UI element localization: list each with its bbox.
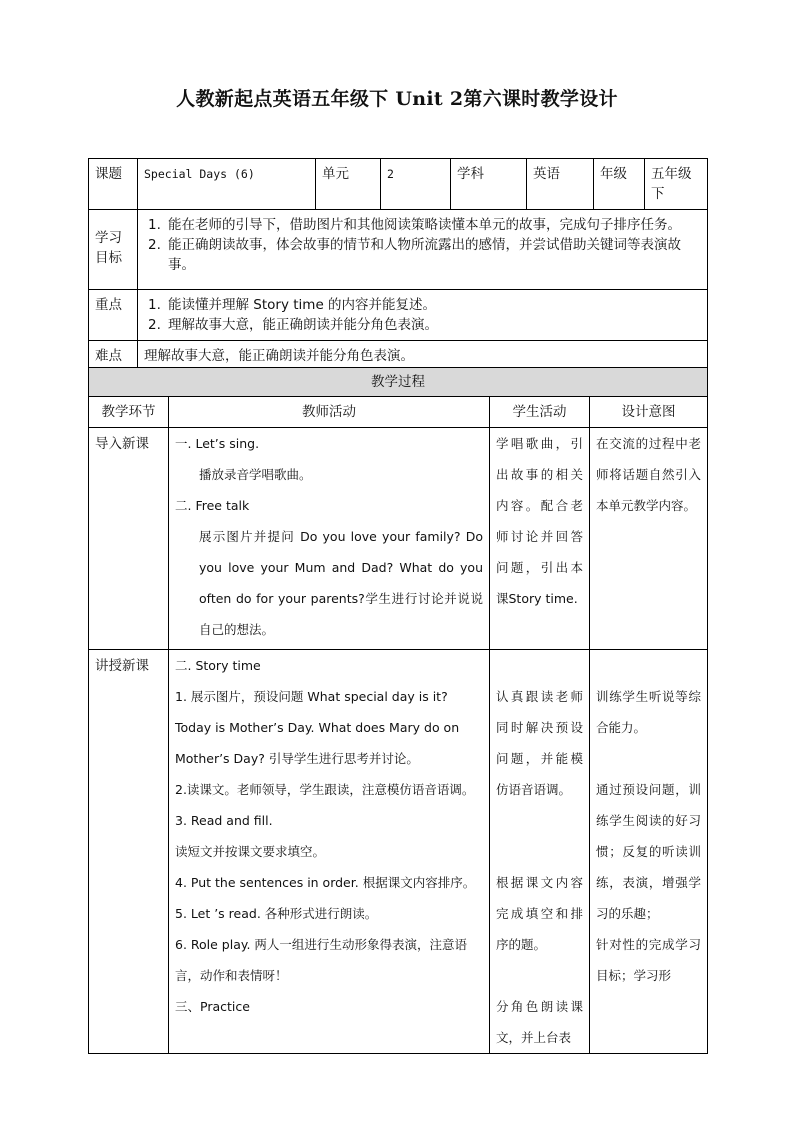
student-intro: 学唱歌曲，引出故事的相关内容。配合老师讨论并回答问题，引出本课Story time. — [490, 428, 590, 650]
grade-value: 五年级下 — [645, 159, 708, 210]
page-title: 人教新起点英语五年级下 Unit 2第六课时教学设计 — [176, 88, 618, 110]
teacher-line: 2.读课文。老师领导，学生跟读，注意模仿语音语调。 — [175, 782, 475, 797]
intent-para: 训练学生听说等综合能力。 — [596, 689, 701, 735]
teacher-line: 播放录音学唱歌曲。 — [199, 467, 312, 482]
difficult-text: 理解故事大意，能正确朗读并能分角色表演。 — [138, 341, 708, 372]
unit-label: 单元 — [316, 159, 381, 210]
student-para: 认真跟读老师同时解决预设问题，并能模仿语音语调。 — [496, 689, 583, 797]
teacher-line: 一. Let’s sing. — [175, 436, 260, 451]
teacher-line: 读短文并按课文要求填空。 — [175, 844, 326, 859]
difficult-label: 难点 — [89, 341, 138, 372]
teacher-line: 6. Role play. 两人一组进行生动形象得表演，注意语言，动作和表情呀！ — [175, 937, 467, 983]
stage-teach: 讲授新课 — [89, 650, 169, 1054]
topic-value: Special Days (6) — [138, 159, 316, 210]
stage-intro: 导入新课 — [89, 428, 169, 650]
goal-item: 1. 能在老师的引导下，借助图片和其他阅读策略读懂本单元的故事，完成句子排序任务。 — [148, 217, 681, 233]
key-point-item: 1. 能读懂并理解 Story time 的内容并能复述。 — [148, 297, 437, 313]
key-points-label: 重点 — [89, 290, 138, 341]
col-intent: 设计意图 — [590, 397, 708, 428]
unit-value: 2 — [381, 159, 451, 210]
teacher-line: 4. Put the sentences in order. 根据课文内容排序。 — [175, 875, 476, 890]
intent-intro: 在交流的过程中老师将话题自然引入本单元教学内容。 — [590, 428, 708, 650]
intent-teach — [590, 650, 708, 1054]
col-teacher: 教师活动 — [169, 397, 490, 428]
topic-label: 课题 — [89, 159, 138, 210]
student-teach — [490, 650, 590, 1054]
subject-label: 学科 — [451, 159, 527, 210]
subject-value: 英语 — [527, 159, 594, 210]
goals-content — [138, 210, 708, 290]
teacher-line: 1. 展示图片，预设问题 What special day is it? Today is Mother’s Day. What does Mary do on Mother’s Day? 引导学生进行思考并讨论。 — [175, 689, 460, 766]
teacher-line: 三、Practice — [175, 999, 250, 1014]
teacher-line: 3. Read and fill. — [175, 813, 273, 828]
goals-label: 学习目标 — [89, 210, 138, 290]
teacher-intro — [169, 428, 490, 650]
student-para: 根据课文内容完成填空和排序的题。 — [496, 875, 583, 952]
col-student: 学生活动 — [490, 397, 590, 428]
intent-para: 针对性的完成学习目标；学习形 — [596, 937, 701, 983]
key-point-item: 2. 理解故事大意，能正确朗读并能分角色表演。 — [148, 317, 438, 333]
teacher-line: 展示图片并提问 Do you love your family? Do you love your Mum and Dad? What do you often do for your parents?学生进行讨论并说说自己的想法。 — [199, 529, 483, 637]
teacher-line: 5. Let ’s read. 各种形式进行朗读。 — [175, 906, 378, 921]
goal-item: 2. 能正确朗读故事，体会故事的情节和人物所流露出的感情，并尝试借助关键词等表演故事。 — [148, 237, 681, 273]
grade-label: 年级 — [594, 159, 645, 210]
teacher-line: 二. Story time — [175, 658, 261, 673]
key-points-content — [138, 290, 708, 341]
student-para: 分角色朗读课文，并上台表 — [496, 999, 583, 1045]
col-stage: 教学环节 — [89, 397, 169, 428]
info-table — [88, 158, 708, 372]
intent-para: 通过预设问题，训练学生阅读的好习惯；反复的听读训练，表演，增强学习的乐趣； — [596, 782, 701, 921]
teacher-teach — [169, 650, 490, 1054]
process-table — [88, 367, 708, 1054]
process-header: 教学过程 — [89, 368, 708, 397]
teacher-line: 二. Free talk — [175, 498, 250, 513]
